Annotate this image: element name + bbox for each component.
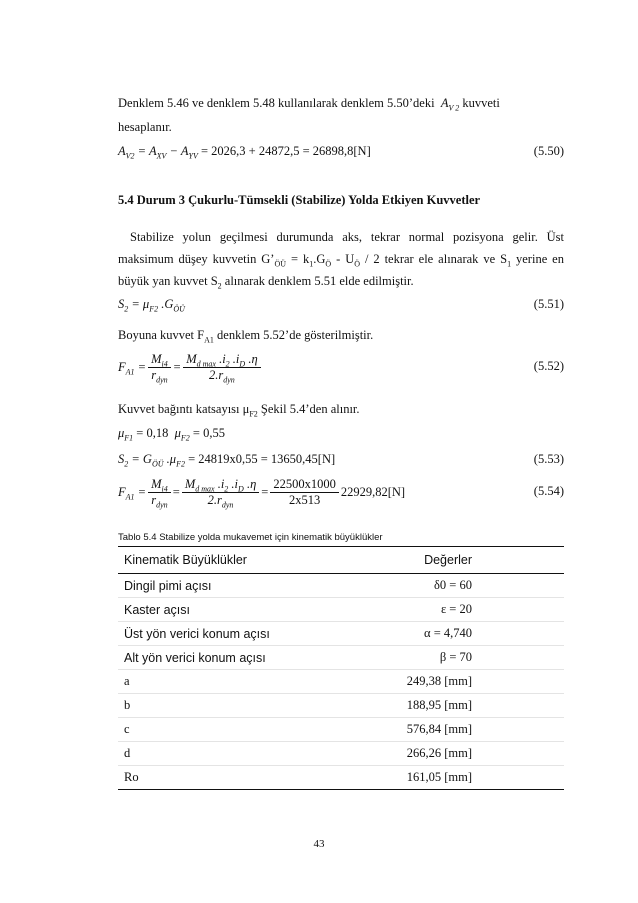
section-heading: 5.4 Durum 3 Çukurlu-Tümsekli (Stabilize) Yolda Etkiyen Kuvvetler <box>118 193 481 207</box>
para2-f: yerine en <box>511 252 564 266</box>
coef-b: Şekil 5.4’den alınır. <box>257 402 360 416</box>
coef-sub: F2 <box>249 409 258 419</box>
equation-5-51: $S_2 = \mu_{F2}$ $.G_{ÖÜ}$ <box>118 297 185 314</box>
intro-line <box>118 96 564 111</box>
coef-text <box>118 402 564 417</box>
sub-2: 2 <box>217 281 222 291</box>
row-label: Dingil pimi açısı <box>118 574 337 598</box>
table-row <box>118 766 564 790</box>
row-value: α = 4,740 <box>337 622 564 646</box>
table-row <box>118 670 564 694</box>
eq551-number: (5.51) <box>533 297 564 311</box>
row-value: 576,84 [mm] <box>337 718 564 742</box>
eq550-lhs: $A_{V2} = A_{XV} - A_{YV}$ <box>118 144 198 161</box>
row-value: β = 70 <box>337 646 564 670</box>
eq552-number: (5.52) <box>533 359 564 373</box>
sub-1-2: 1 <box>507 259 512 269</box>
para2-e: / 2 tekrar ele alınarak ve S <box>360 252 508 266</box>
equation-5-54: $F_{A1}$ = $\frac{M_{i4}}{r_{dyn}}$ = $\frac{M_{d max} .i_2 .i_D .\eta}{2.r_{dyn}}$ = $\frac{22500x1000}{2x513}$ 22929,82[N] <box>118 476 406 509</box>
equation-5-52: $F_{A1}$ = $\frac{M_{i4}}{r_{dyn}}$ = $\frac{M_{d max} .i_2 .i_D .\eta}{2.r_{dyn}}$ <box>118 349 564 385</box>
symbol-av2: $A_{V 2}$ <box>437 96 460 113</box>
long-sub: A1 <box>204 335 214 345</box>
table-row <box>118 574 564 598</box>
mu1-value: = 0,18 <box>136 426 169 440</box>
row-label: Kaster açısı <box>118 598 337 622</box>
row-label: c <box>118 718 337 742</box>
intro-sentence: Denklem 5.46 ve denklem 5.48 kullanılarak denklem 5.50’deki <box>118 96 435 110</box>
header-values: Değerler <box>337 547 564 574</box>
eq553-number: (5.53) <box>533 452 564 466</box>
row-label: a <box>118 670 337 694</box>
para2-a: maksimum düşey kuvvetin G’ <box>118 252 275 266</box>
row-label: Üst yön verici konum açısı <box>118 622 337 646</box>
para3-a: büyük yan kuvvet S <box>118 274 218 288</box>
sub-o-2: Ö <box>354 259 361 269</box>
table-header-row <box>118 547 564 574</box>
row-label: Alt yön verici konum açısı <box>118 646 337 670</box>
equation-5-50 <box>118 144 564 159</box>
kinematic-table <box>118 546 564 790</box>
long-a: Boyuna kuvvet F <box>118 328 205 342</box>
eq550-number: (5.50) <box>533 144 564 158</box>
long-b: denklem 5.52’de gösterilmiştir. <box>213 328 374 342</box>
row-value: δ0 = 60 <box>337 574 564 598</box>
para3-b: alınarak denklem 5.51 elde edilmiştir. <box>221 274 414 288</box>
row-value: ε = 20 <box>337 598 564 622</box>
table-caption: Tablo 5.4 Stabilize yolda mukavemet için kinematik büyüklükler <box>118 532 383 543</box>
equation-5-53: $S_2 = G_{ÖÜ}$ $.\mu_{F2} = 24819x0,55 = 13650,45[N]$ <box>118 452 336 469</box>
table-row <box>118 622 564 646</box>
table-row <box>118 718 564 742</box>
para-line-1: Stabilize yolun geçilmesi durumunda aks, tekrar normal pozisyona gelir. Üst <box>130 230 564 244</box>
sub-ou: ÖÜ <box>274 259 287 269</box>
sub-o: Ö <box>325 259 332 269</box>
eq554-denominator: 2x513 <box>288 492 321 507</box>
para-line-3 <box>118 274 564 289</box>
coef-a: Kuvvet bağıntı katsayısı μ <box>118 402 250 416</box>
eq554-numerator: 22500x1000 <box>270 477 339 493</box>
eq550-values: = 2026,3 + 24872,5 = 26898,8[N] <box>201 144 371 158</box>
para2-d: - U <box>331 252 355 266</box>
para2-c: .G <box>313 252 326 266</box>
longitudinal-text <box>118 328 564 343</box>
eq554-result: 22929,82[N] <box>340 484 406 499</box>
eq554-number: (5.54) <box>533 484 564 498</box>
intro-after: kuvveti <box>462 96 500 110</box>
page-number: 43 <box>313 838 325 850</box>
row-label: Ro <box>118 766 337 790</box>
table-row <box>118 598 564 622</box>
row-value: 266,26 [mm] <box>337 742 564 766</box>
table-row <box>118 742 564 766</box>
row-value: 249,38 [mm] <box>337 670 564 694</box>
intro-continuation: hesaplanır. <box>118 120 172 134</box>
eq553-values: = 24819x0,55 = 13650,45[N] <box>188 452 336 466</box>
sub-1: 1 <box>309 259 314 269</box>
mu-values: $\mu_{F1} = 0,18$ $\mu_{F2} = 0,55$ <box>118 426 225 443</box>
para-line-2 <box>118 252 564 267</box>
row-label: b <box>118 694 337 718</box>
table-row <box>118 646 564 670</box>
para2-b: = k <box>286 252 310 266</box>
row-value: 161,05 [mm] <box>337 766 564 790</box>
row-value: 188,95 [mm] <box>337 694 564 718</box>
table-row <box>118 694 564 718</box>
header-quantity: Kinematik Büyüklükler <box>118 547 337 574</box>
mu2-value: = 0,55 <box>192 426 225 440</box>
row-label: d <box>118 742 337 766</box>
